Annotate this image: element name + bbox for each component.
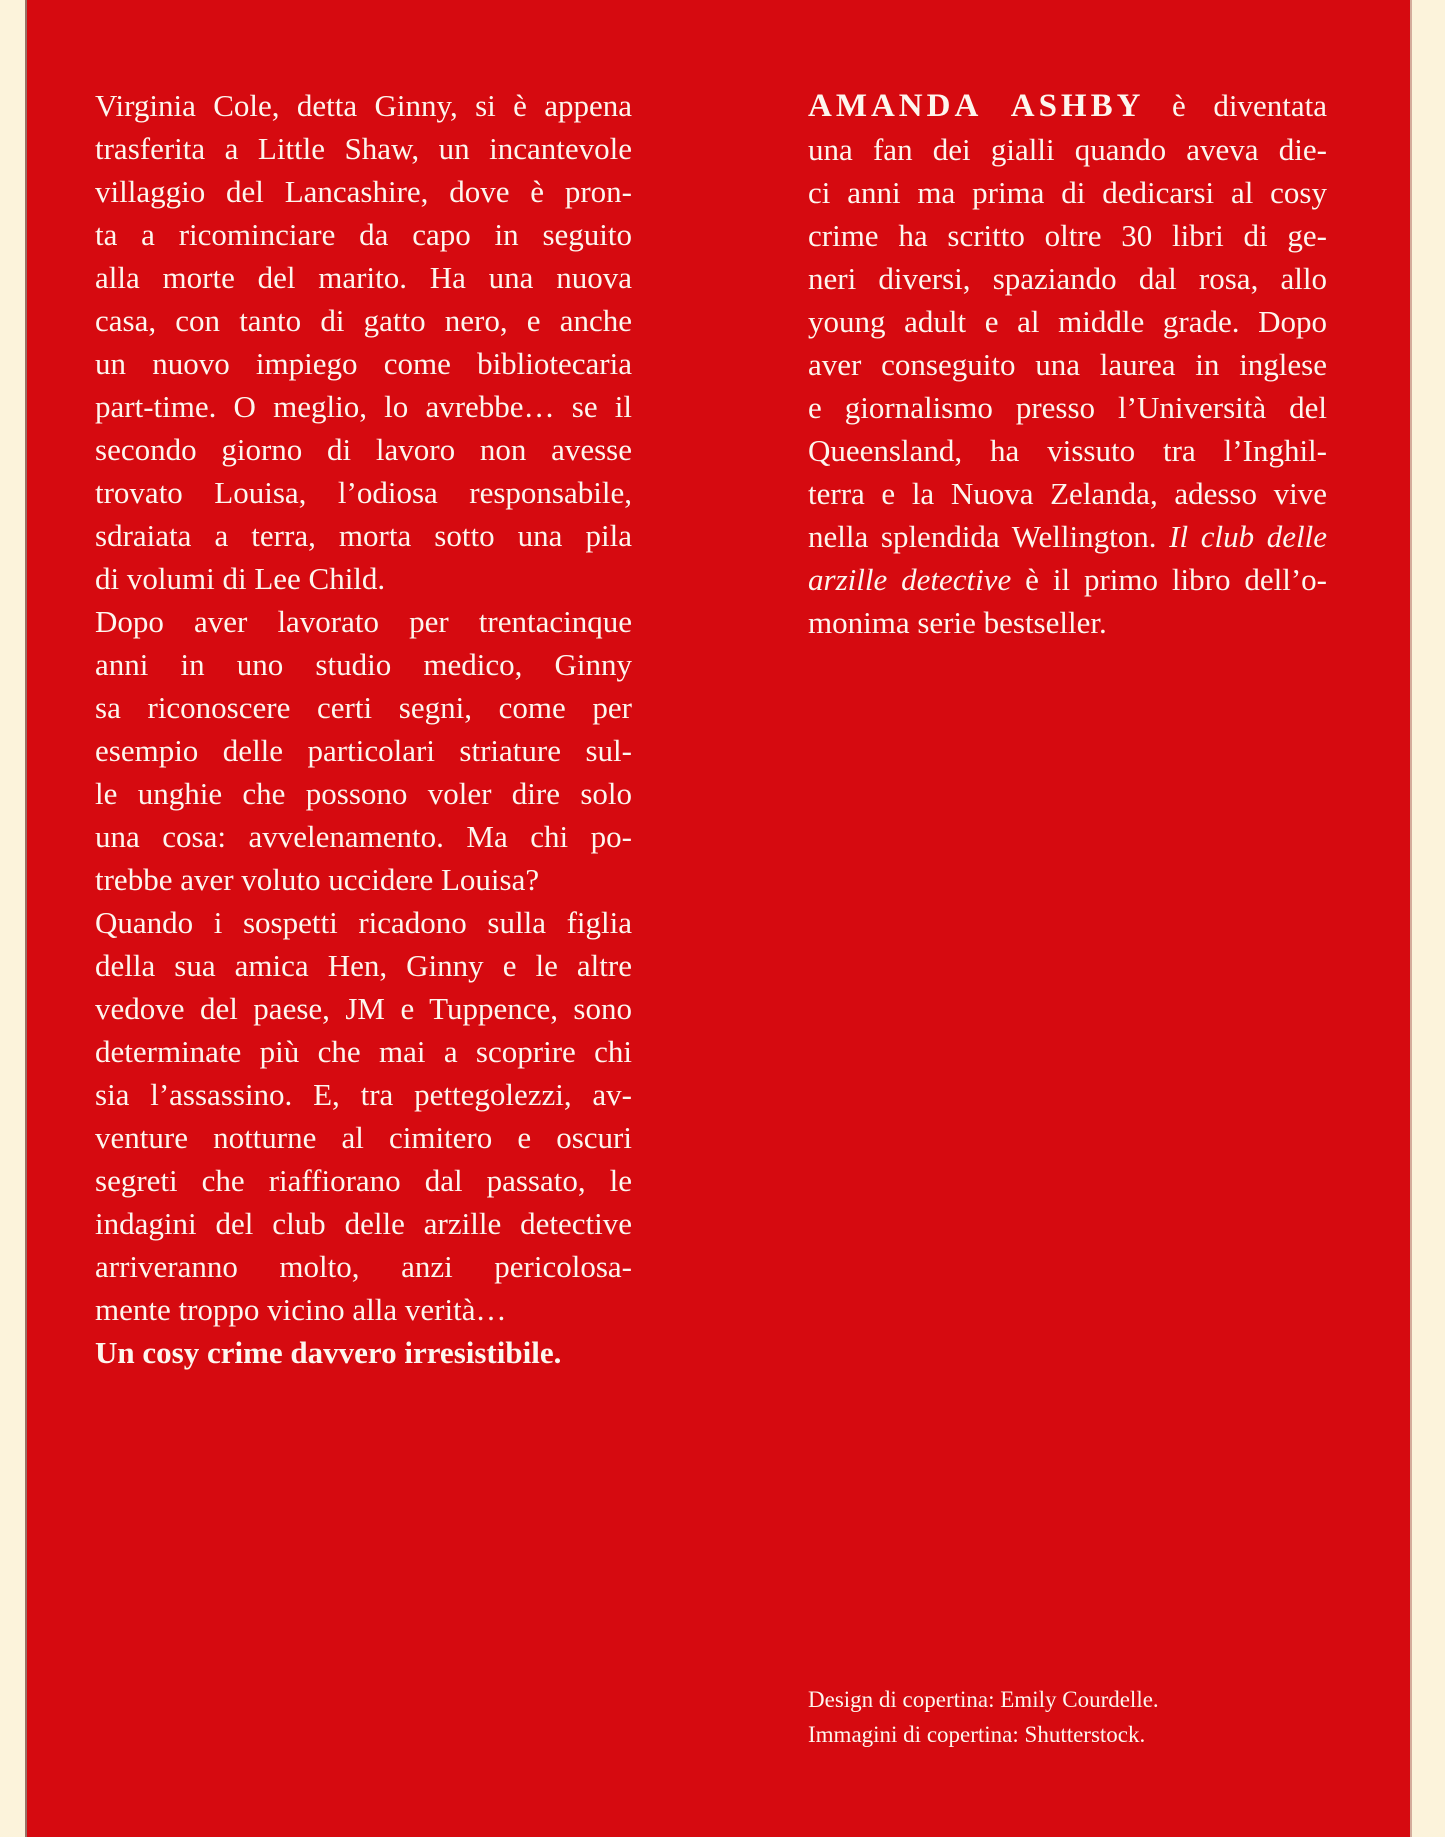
synopsis-line — [95, 686, 632, 729]
text-segment: le unghie che possono voler dire solo — [95, 776, 632, 811]
text-segment: e giornalismo presso l’Università del — [808, 390, 1327, 425]
text-segment: è il primo libro dell’o- — [1011, 562, 1327, 597]
author-bio-line — [808, 171, 1327, 214]
author-bio-line — [808, 515, 1327, 558]
synopsis-line — [95, 84, 632, 127]
text-segment: Quando i sospetti ricadono sulla figlia — [95, 905, 632, 940]
text-segment: Design di copertina: Emily Courdelle. — [808, 1687, 1159, 1712]
left-page-margin — [0, 0, 27, 1837]
author-bio-line — [808, 343, 1327, 386]
author-bio-line — [808, 128, 1327, 171]
synopsis-line — [95, 385, 632, 428]
synopsis-line — [95, 1159, 632, 1202]
credit-line — [808, 1682, 1159, 1717]
synopsis-line — [95, 815, 632, 858]
author-bio-line — [808, 601, 1327, 644]
synopsis-line — [95, 1030, 632, 1073]
text-segment: aver conseguito una laurea in inglese — [808, 347, 1327, 382]
synopsis-line — [95, 299, 632, 342]
text-segment: venture notturne al cimitero e oscuri — [95, 1120, 632, 1155]
synopsis-line — [95, 342, 632, 385]
text-segment: sia l’assassino. E, tra pettegolezzi, av- — [95, 1077, 632, 1112]
synopsis-line — [95, 987, 632, 1030]
text-segment: monima serie bestseller. — [808, 605, 1107, 640]
author-bio-line — [808, 429, 1327, 472]
text-segment: indagini del club delle arzille detective — [95, 1206, 632, 1241]
author-bio-line — [808, 386, 1327, 429]
text-segment: sa riconoscere certi segni, come per — [95, 690, 632, 725]
synopsis-line — [95, 1288, 632, 1331]
synopsis-line — [95, 1245, 632, 1288]
synopsis-line — [95, 256, 632, 299]
synopsis-column — [95, 84, 632, 1374]
credit-line — [808, 1717, 1159, 1752]
synopsis-line — [95, 428, 632, 471]
text-segment: villaggio del Lancashire, dove è pron- — [95, 174, 632, 209]
author-bio-line — [808, 257, 1327, 300]
text-segment: terra e la Nuova Zelanda, adesso vive — [808, 476, 1327, 511]
synopsis-line — [95, 1202, 632, 1245]
text-segment: segreti che riaffiorano dal passato, le — [95, 1163, 632, 1198]
text-segment: un nuovo impiego come bibliotecaria — [95, 346, 632, 381]
synopsis-line — [95, 858, 632, 901]
text-segment: è diventata — [1144, 88, 1327, 123]
text-segment: arzille detective — [808, 562, 1012, 597]
text-segment: una fan dei gialli quando aveva die- — [808, 132, 1327, 167]
text-segment: Queensland, ha vissuto tra l’Inghil- — [808, 433, 1327, 468]
text-segment: una cosa: avvelenamento. Ma chi po- — [95, 819, 632, 854]
text-segment: alla morte del marito. Ha una nuova — [95, 260, 632, 295]
text-segment: nella splendida Wellington. — [808, 519, 1170, 554]
synopsis-line — [95, 514, 632, 557]
text-segment: Un cosy crime davvero irresistibile. — [95, 1335, 562, 1370]
text-segment: trovato Louisa, l’odiosa responsabile, — [95, 475, 632, 510]
text-segment: part-time. O meglio, lo avrebbe… se il — [95, 389, 632, 424]
text-segment: anni in uno studio medico, Ginny — [95, 647, 632, 682]
synopsis-line — [95, 729, 632, 772]
text-segment: della sua amica Hen, Ginny e le altre — [95, 948, 632, 983]
author-bio-line — [808, 84, 1327, 128]
synopsis-line — [95, 600, 632, 643]
text-segment: arriveranno molto, anzi pericolosa- — [95, 1249, 632, 1284]
author-name: AMANDA ASHBY — [808, 88, 1145, 124]
text-segment: Dopo aver lavorato per trentacinque — [95, 604, 632, 639]
synopsis-line — [95, 557, 632, 600]
synopsis-line — [95, 1116, 632, 1159]
text-segment: young adult e al middle grade. Dopo — [808, 304, 1327, 339]
synopsis-line — [95, 213, 632, 256]
text-segment: Virginia Cole, detta Ginny, si è appena — [95, 88, 632, 123]
author-bio-line — [808, 558, 1327, 601]
text-segment: trasferita a Little Shaw, un incantevole — [95, 131, 632, 166]
author-bio-line — [808, 472, 1327, 515]
author-bio-line — [808, 214, 1327, 257]
text-segment: Immagini di copertina: Shutterstock. — [808, 1722, 1146, 1747]
author-bio-column — [808, 84, 1327, 644]
synopsis-line — [95, 170, 632, 213]
synopsis-line — [95, 901, 632, 944]
text-segment: ci anni ma prima di dedicarsi al cosy — [808, 175, 1327, 210]
synopsis-line — [95, 944, 632, 987]
synopsis-line — [95, 127, 632, 170]
author-bio-line — [808, 300, 1327, 343]
text-segment: mente troppo vicino alla verità… — [95, 1292, 507, 1327]
synopsis-line — [95, 772, 632, 815]
text-segment: determinate più che mai a scoprire chi — [95, 1034, 632, 1069]
synopsis-line — [95, 1331, 632, 1374]
text-segment: neri diversi, spaziando dal rosa, allo — [808, 261, 1327, 296]
text-segment: esempio delle particolari striature sul- — [95, 733, 632, 768]
text-segment: crime ha scritto oltre 30 libri di ge- — [808, 218, 1327, 253]
right-page-margin — [1410, 0, 1445, 1837]
synopsis-line — [95, 1073, 632, 1116]
text-segment: vedove del paese, JM e Tuppence, sono — [95, 991, 632, 1026]
text-segment: casa, con tanto di gatto nero, e anche — [95, 303, 632, 338]
text-segment: sdraiata a terra, morta sotto una pila — [95, 518, 632, 553]
synopsis-line — [95, 643, 632, 686]
text-segment: trebbe aver voluto uccidere Louisa? — [95, 862, 540, 897]
text-segment: Il club delle — [1169, 519, 1327, 554]
text-segment: di volumi di Lee Child. — [95, 561, 386, 596]
synopsis-line — [95, 471, 632, 514]
credits — [808, 1682, 1159, 1752]
text-segment: ta a ricominciare da capo in seguito — [95, 217, 632, 252]
text-segment: secondo giorno di lavoro non avesse — [95, 432, 632, 467]
